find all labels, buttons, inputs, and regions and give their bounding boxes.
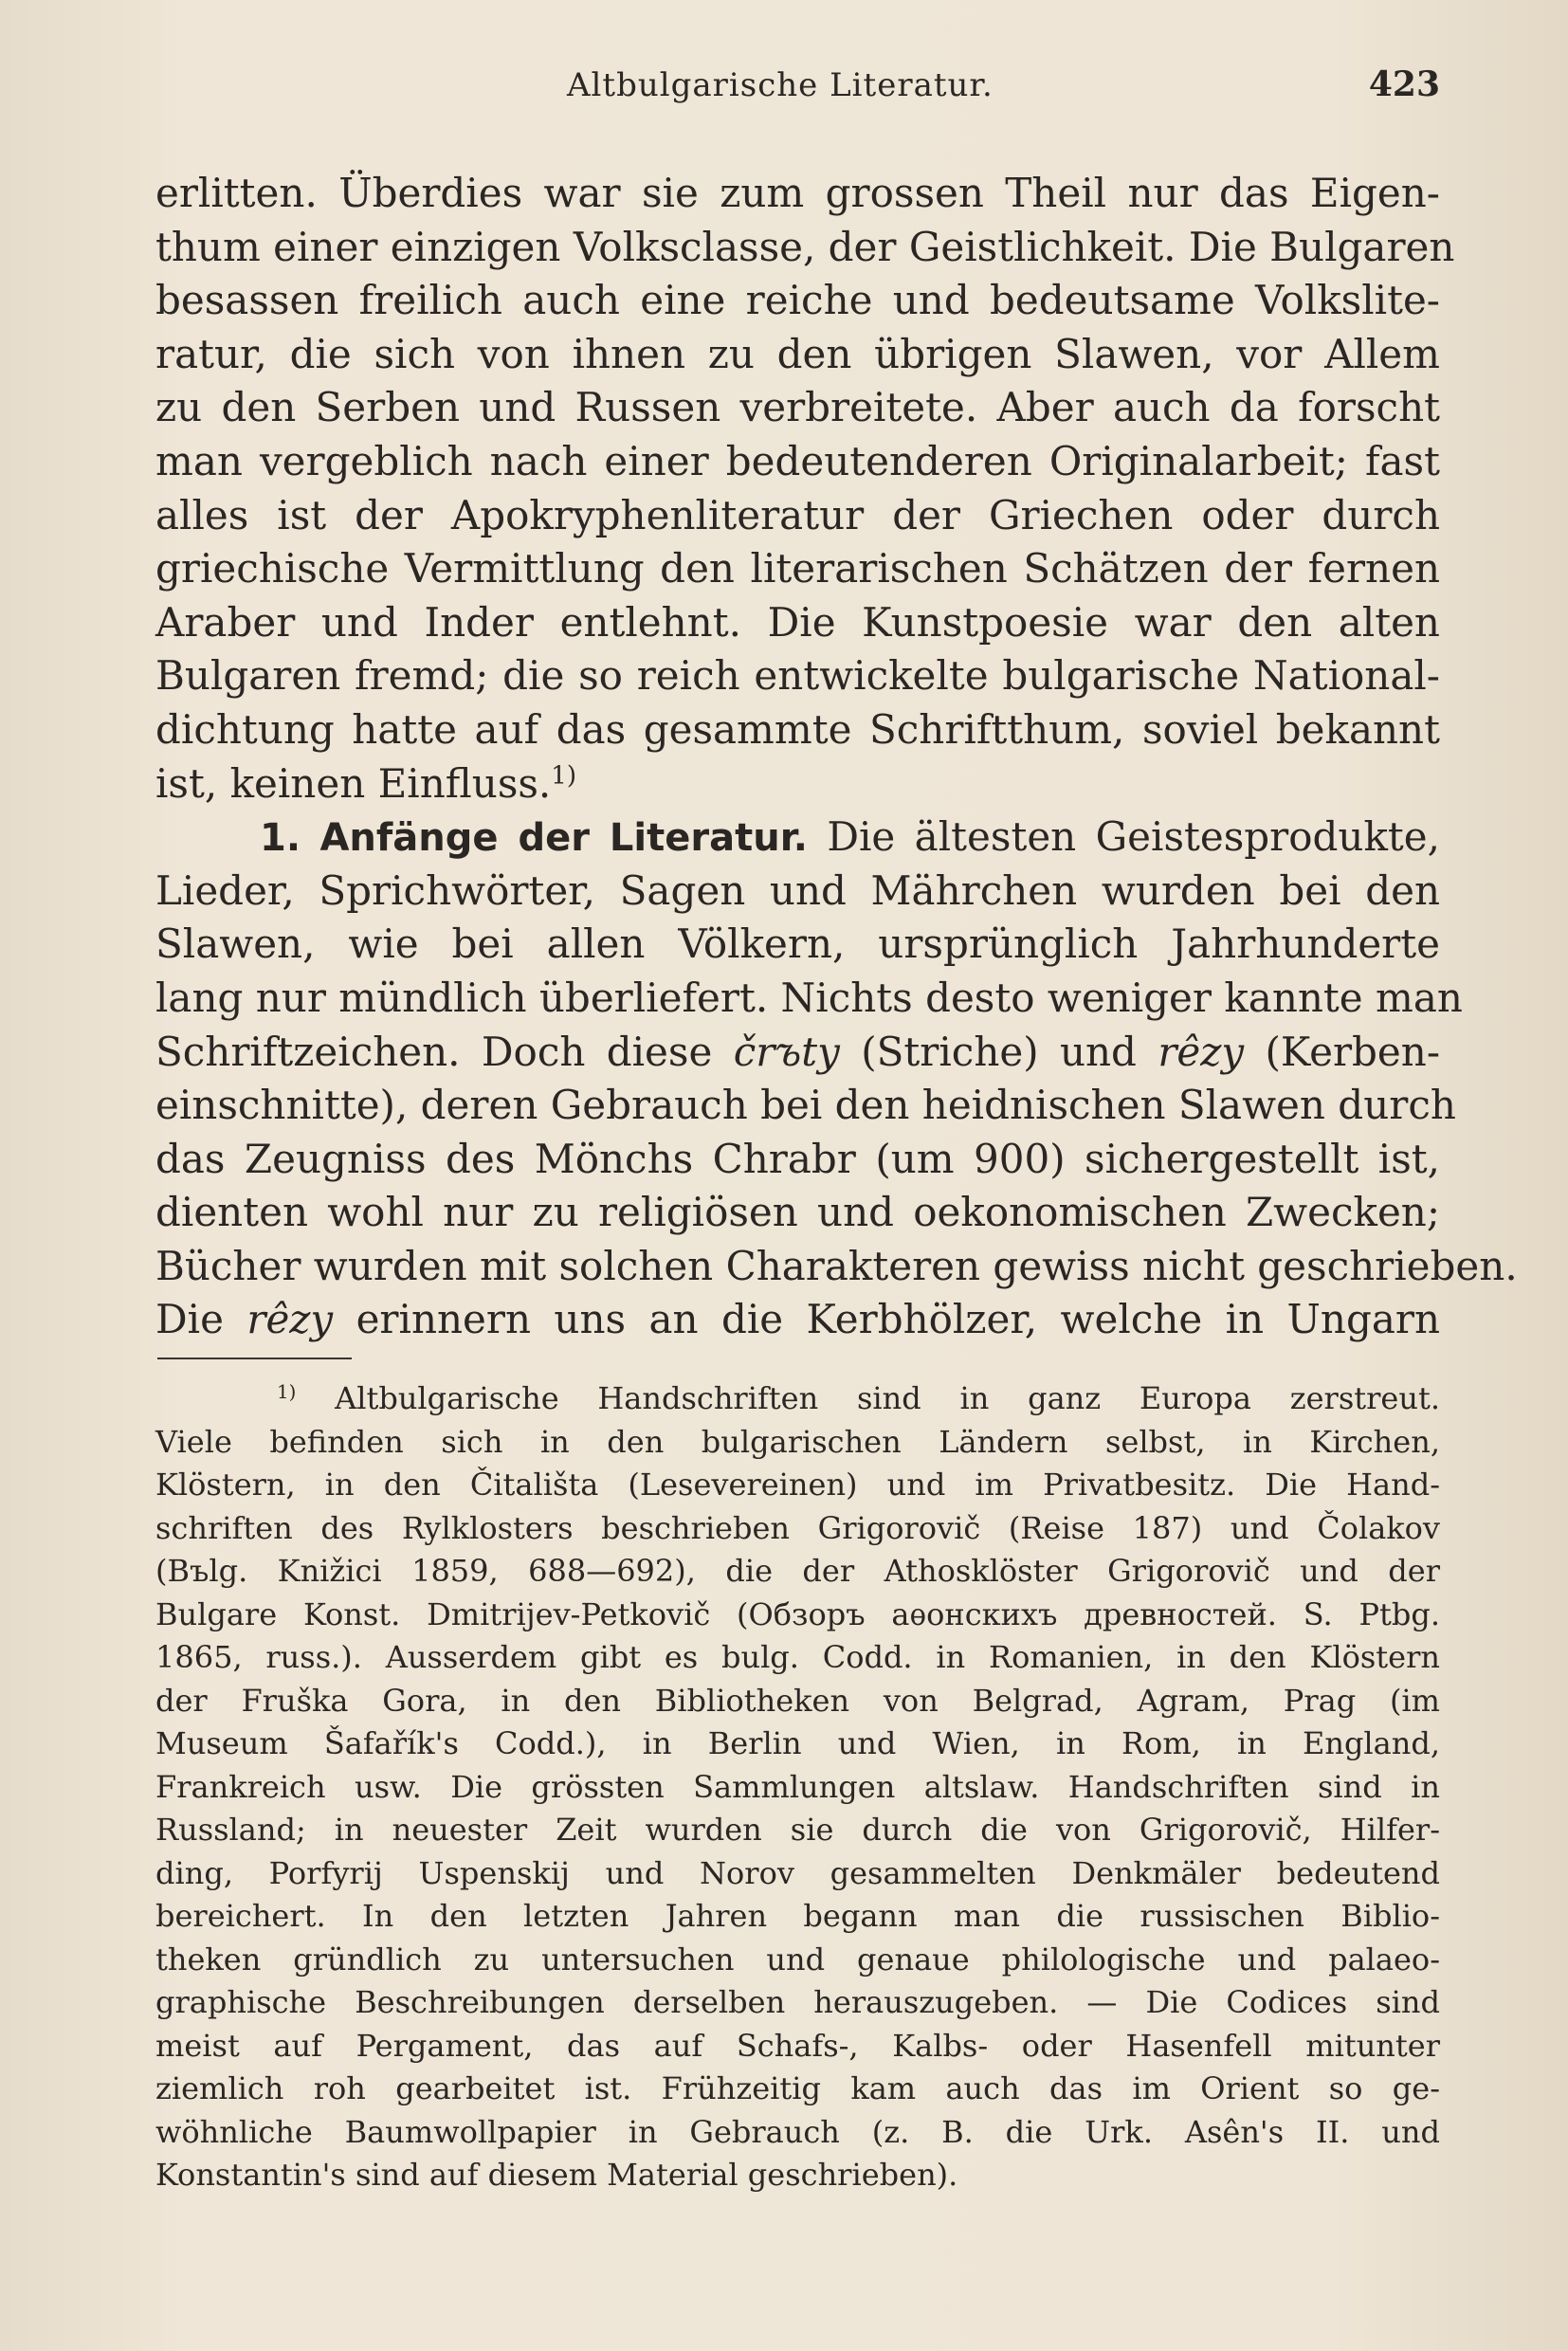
text-line: dienten wohl nur zu religiösen und oekonomischen Zwecken; [155, 1189, 1440, 1236]
text-run: Die [155, 1296, 224, 1343]
section-title: Anfänge der Literatur. [319, 816, 808, 861]
text-line: dichtung hatte auf das gesammte Schriftthum, soviel bekannt [155, 705, 1440, 753]
text-line: erlitten. Überdies war sie zum grossen Theil nur das Eigen- [155, 170, 1440, 216]
text-line [155, 1026, 1440, 1080]
text-run: Altbulgarische Handschriften sind in ganz Europa zerstreut. [335, 1380, 1441, 1416]
footnote-divider [157, 1358, 352, 1359]
text-run: (Kerben- [1265, 1028, 1441, 1075]
footnote-line: Bulgare Konst. Dmitrijev-Petkovič (Обзоръ аѳонскихъ древностей. S. Ptbg. [155, 1595, 1440, 1632]
text-run: Die ältesten Geistesprodukte, [827, 813, 1441, 861]
text-line: das Zeugniss des Mönchs Chrabr (um 900) sichergestellt ist, [155, 1135, 1440, 1182]
text-line [155, 757, 1440, 811]
footnote-line: graphische Beschreibungen derselben herauszugeben. — Die Codices sind [155, 1984, 1440, 2020]
footnote-line: 1865, russ.). Ausserdem gibt es bulg. Codd. in Romanien, in den Klöstern [155, 1639, 1440, 1675]
text-line: besassen freilich auch eine reiche und bedeutsame Volkslite- [155, 277, 1440, 324]
text-line: Bulgaren fremd; die so reich entwickelte bulgarische National- [155, 652, 1440, 700]
running-title: Altbulgarische Literatur. [567, 66, 994, 104]
footnote [155, 1377, 1440, 2197]
text-line: Araber und Inder entlehnt. Die Kunstpoesie war den alten [155, 598, 1440, 646]
text-line: Slawen, wie bei allen Völkern, ursprünglich Jahrhunderte [155, 920, 1440, 968]
page-number: 423 [1368, 64, 1440, 104]
text-line [155, 1293, 1440, 1347]
footnote-line: meist auf Pergament, das auf Schafs-, Kalbs- oder Hasenfell mitunter [155, 2027, 1440, 2064]
footnote-line: der Fruška Gora, in den Bibliotheken von Belgrad, Agram, Prag (im [155, 1682, 1440, 1719]
footnote-line: schriften des Rylklosters beschrieben Grigorovič (Reise 187) und Čolakov [155, 1509, 1440, 1546]
text-line: einschnitte), deren Gebrauch bei den heidnischen Slawen durch [155, 1082, 1456, 1129]
footnote-reference: 1) [551, 761, 576, 791]
running-head [155, 64, 1440, 112]
footnote-line: (Bъlg. Knižici 1859, 688—692), die der Athosklöster Grigorovič und der [155, 1553, 1440, 1589]
text-run: ist, keinen Einfluss. [155, 759, 552, 807]
footnote-line: Viele befinden sich in den bulgarischen Ländern selbst, in Kirchen, [155, 1423, 1440, 1460]
footnote-line: Museum Šafařík's Codd.), in Berlin und Wien, in Rom, in England, [155, 1725, 1440, 1761]
section-heading-line [155, 811, 1440, 865]
text-line: Lieder, Sprichwörter, Sagen und Mährchen wurden bei den [155, 866, 1440, 914]
footnote-line: Klöstern, in den Čitališta (Lesevereinen) und im Privatbesitz. Die Hand- [155, 1467, 1440, 1503]
text-line: thum einer einzigen Volksclasse, der Geistlichkeit. Die Bulgaren [155, 223, 1455, 270]
section-number: 1. [260, 816, 301, 861]
text-line: ratur, die sich von ihnen zu den übrigen Slawen, vor Allem [155, 330, 1440, 377]
footnote-line: ziemlich roh gearbeitet ist. Frühzeitig kam auch das im Orient so ge- [155, 2070, 1440, 2106]
text-line: alles ist der Apokryphenliteratur der Griechen oder durch [155, 491, 1440, 538]
footnote-line [155, 1377, 1440, 1421]
text-run: (Striche) und [861, 1028, 1137, 1075]
footnote-line: theken gründlich zu untersuchen und genaue philologische und palaeo- [155, 1941, 1440, 1977]
italic-term: rêzy [246, 1296, 334, 1343]
footnote-line: Konstantin's sind auf diesem Material geschrieben). [155, 2157, 958, 2193]
footnote-line: bereichert. In den letzten Jahren begann man die russischen Biblio- [155, 1898, 1440, 1934]
footnote-line: wöhnliche Baumwollpapier in Gebrauch (z. B. die Urk. Asên's II. und [155, 2113, 1440, 2150]
italic-term: rêzy [1158, 1028, 1245, 1075]
footnote-mark: 1) [277, 1381, 297, 1404]
italic-term: črъty [733, 1028, 840, 1075]
text-line: lang nur mündlich überliefert. Nichts desto weniger kannte man [155, 974, 1463, 1021]
main-text [155, 167, 1518, 1347]
text-line: man vergeblich nach einer bedeutenderen Originalarbeit; fast [155, 437, 1440, 484]
text-line: griechische Vermittlung den literarischen Schätzen der fernen [155, 545, 1440, 592]
text-run: erinnern uns an die Kerbhölzer, welche in Ungarn [356, 1296, 1440, 1343]
text-line: Bücher wurden mit solchen Charakteren gewiss nicht geschrieben. [155, 1242, 1518, 1289]
footnote-line: ding, Porfyrij Uspenskij und Norov gesammelten Denkmäler bedeutend [155, 1854, 1440, 1891]
text-line: zu den Serben und Russen verbreitete. Aber auch da forscht [155, 384, 1440, 431]
text-run: Schriftzeichen. Doch diese [155, 1028, 713, 1075]
footnote-line: Frankreich usw. Die grössten Sammlungen altslaw. Handschriften sind in [155, 1768, 1440, 1805]
footnote-line: Russland; in neuester Zeit wurden sie durch die von Grigorovič, Hilfer- [155, 1812, 1440, 1848]
